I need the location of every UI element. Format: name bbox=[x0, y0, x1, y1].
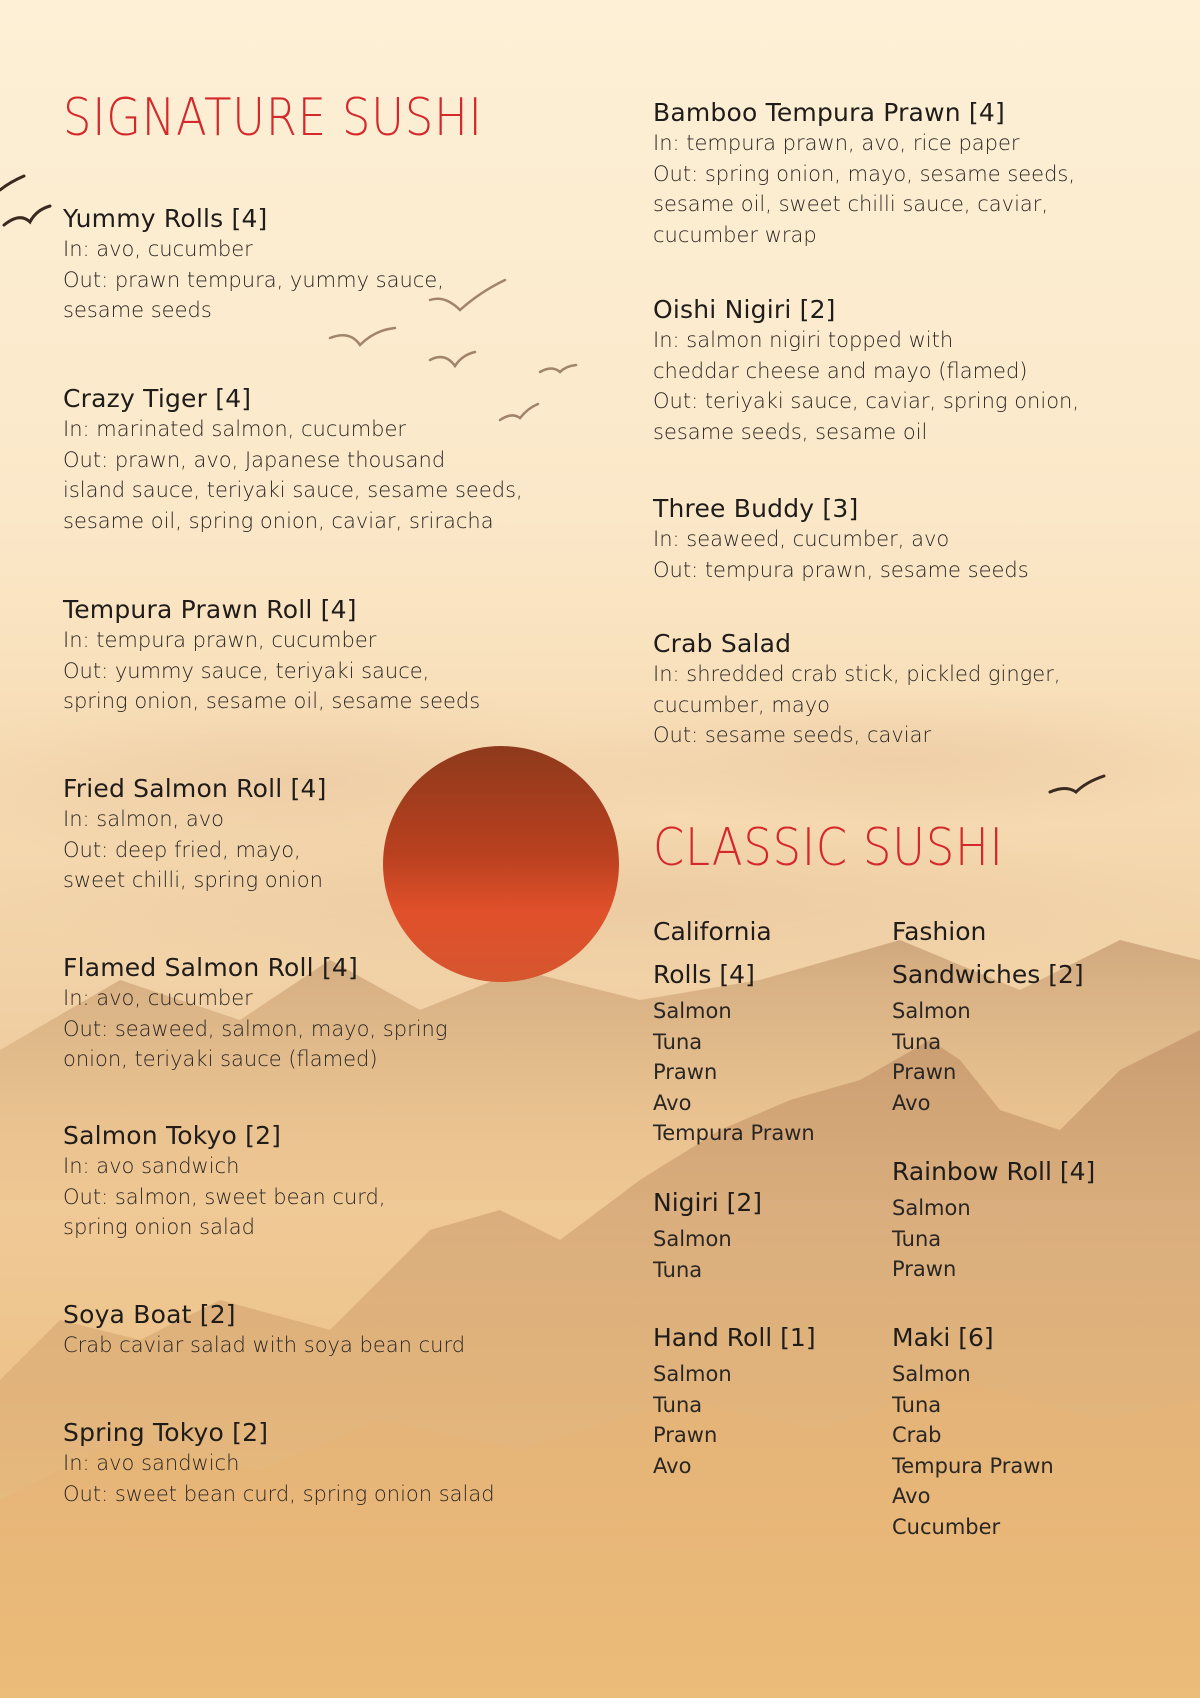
group-option: Tuna bbox=[653, 1392, 703, 1417]
item-line: In: tempura prawn, cucumber bbox=[63, 628, 377, 652]
item-name: Crab Salad bbox=[653, 629, 792, 658]
classic-group-california-rolls bbox=[653, 910, 815, 1149]
item-line: Out: prawn, avo, Japanese thousand bbox=[63, 447, 446, 472]
item-line: sesame oil, sweet chilli sauce, caviar, bbox=[653, 192, 1049, 216]
menu-item-bamboo-tempura-prawn bbox=[653, 97, 1075, 250]
group-option: Avo bbox=[653, 1453, 692, 1478]
menu-item-three-buddy bbox=[653, 493, 1029, 585]
classic-group-maki bbox=[892, 1316, 1054, 1542]
item-line: spring onion, sesame oil, sesame seeds bbox=[63, 689, 481, 713]
item-line: Out: salmon, sweet bean curd, bbox=[63, 1184, 386, 1209]
item-line: Out: seaweed, salmon, mayo, spring bbox=[63, 1016, 448, 1041]
item-name: Bamboo Tempura Prawn [4] bbox=[653, 98, 1005, 127]
group-option: Cucumber bbox=[892, 1514, 1001, 1539]
group-option: Avo bbox=[653, 1090, 692, 1115]
group-option: Tempura Prawn bbox=[653, 1121, 815, 1145]
group-name: Nigiri [2] bbox=[653, 1188, 763, 1217]
classic-group-hand-roll bbox=[653, 1316, 816, 1481]
classic-group-rainbow-roll bbox=[892, 1150, 1095, 1285]
item-line: In: avo sandwich bbox=[63, 1451, 240, 1475]
item-line: Crab caviar salad with soya bean curd bbox=[63, 1333, 466, 1357]
item-name: Tempura Prawn Roll [4] bbox=[63, 595, 357, 624]
item-line: In: tempura prawn, avo, rice paper bbox=[653, 131, 1020, 155]
item-name: Crazy Tiger [4] bbox=[63, 384, 252, 413]
item-line: cucumber, mayo bbox=[653, 692, 831, 717]
menu-item-salmon-tokyo bbox=[63, 1120, 386, 1243]
item-line: Out: tempura prawn, sesame seeds bbox=[653, 557, 1029, 582]
group-option: Tuna bbox=[892, 1226, 942, 1251]
item-line: Out: spring onion, mayo, sesame seeds, bbox=[653, 161, 1076, 186]
group-name: Maki [6] bbox=[892, 1323, 994, 1352]
item-line: In: salmon, avo bbox=[63, 807, 225, 831]
menu-item-yummy-rolls bbox=[63, 203, 444, 326]
item-name: Yummy Rolls [4] bbox=[63, 204, 268, 233]
item-name: Soya Boat [2] bbox=[63, 1300, 236, 1329]
item-name: Flamed Salmon Roll [4] bbox=[63, 953, 358, 982]
group-option: Prawn bbox=[653, 1060, 718, 1084]
group-option: Tempura Prawn bbox=[892, 1453, 1054, 1478]
signature-sushi-heading: SIGNATURE SUSHI bbox=[63, 88, 483, 148]
item-line: cucumber wrap bbox=[653, 222, 817, 247]
group-option: Prawn bbox=[892, 1060, 957, 1084]
group-option: Salmon bbox=[653, 999, 732, 1023]
item-line: In: avo sandwich bbox=[63, 1154, 240, 1178]
group-option: Tuna bbox=[653, 1257, 703, 1282]
group-option: Crab bbox=[892, 1423, 942, 1447]
item-name: Oishi Nigiri [2] bbox=[653, 295, 836, 324]
item-line: In: avo, cucumber bbox=[63, 986, 253, 1010]
item-line: sesame seeds, sesame oil bbox=[653, 419, 928, 444]
item-name: Spring Tokyo [2] bbox=[63, 1418, 269, 1447]
item-line: spring onion salad bbox=[63, 1215, 255, 1239]
menu-item-spring-tokyo bbox=[63, 1417, 495, 1509]
group-option: Salmon bbox=[892, 999, 971, 1023]
item-line: Out: teriyaki sauce, caviar, spring onion, bbox=[653, 389, 1080, 413]
item-line: In: salmon nigiri topped with bbox=[653, 328, 954, 352]
group-option: Prawn bbox=[892, 1257, 957, 1281]
group-name: Sandwiches [2] bbox=[892, 960, 1084, 989]
item-line: sweet chilli, spring onion bbox=[63, 868, 323, 892]
group-option: Salmon bbox=[892, 1362, 971, 1386]
group-name: Hand Roll [1] bbox=[653, 1323, 816, 1352]
group-name: Rolls [4] bbox=[653, 960, 755, 989]
item-line: Out: yummy sauce, teriyaki sauce, bbox=[63, 658, 430, 683]
group-option: Salmon bbox=[892, 1196, 971, 1220]
classic-group-nigiri bbox=[653, 1181, 762, 1285]
group-option: Tuna bbox=[653, 1029, 703, 1054]
item-line: In: avo, cucumber bbox=[63, 237, 253, 261]
item-line: onion, teriyaki sauce (flamed) bbox=[63, 1047, 378, 1071]
item-line: Out: deep fried, mayo, bbox=[63, 837, 301, 862]
item-name: Three Buddy [3] bbox=[653, 494, 859, 523]
menu-item-crab-salad bbox=[653, 628, 1061, 751]
group-name: California bbox=[653, 917, 772, 946]
menu-item-soya-boat bbox=[63, 1299, 465, 1361]
classic-group-fashion-sandwiches bbox=[892, 910, 1084, 1118]
sun-circle bbox=[383, 746, 619, 982]
menu-item-flamed-salmon-roll bbox=[63, 952, 447, 1075]
item-name: Salmon Tokyo [2] bbox=[63, 1121, 282, 1150]
group-name: Rainbow Roll [4] bbox=[892, 1157, 1096, 1186]
classic-sushi-heading: CLASSIC SUSHI bbox=[653, 818, 1004, 878]
item-line: In: seaweed, cucumber, avo bbox=[653, 527, 950, 551]
group-option: Tuna bbox=[892, 1029, 942, 1054]
item-line: Out: prawn tempura, yummy sauce, bbox=[63, 267, 444, 292]
item-line: cheddar cheese and mayo (flamed) bbox=[653, 358, 1028, 383]
menu-item-fried-salmon-roll bbox=[63, 773, 327, 896]
group-option: Avo bbox=[892, 1090, 931, 1115]
group-option: Salmon bbox=[653, 1227, 732, 1251]
item-line: In: marinated salmon, cucumber bbox=[63, 417, 407, 441]
menu-item-crazy-tiger bbox=[63, 383, 523, 536]
group-option: Salmon bbox=[653, 1362, 732, 1386]
item-line: island sauce, teriyaki sauce, sesame seeds, bbox=[63, 478, 523, 502]
menu-item-oishi-nigiri bbox=[653, 294, 1079, 447]
group-option: Prawn bbox=[653, 1423, 718, 1447]
group-name: Fashion bbox=[892, 917, 987, 946]
group-option: Avo bbox=[892, 1484, 931, 1508]
item-line: In: shredded crab stick, pickled ginger, bbox=[653, 662, 1061, 686]
item-line: Out: sesame seeds, caviar bbox=[653, 723, 932, 747]
item-line: Out: sweet bean curd, spring onion salad bbox=[63, 1481, 495, 1506]
menu-item-tempura-prawn-roll bbox=[63, 594, 480, 717]
group-option: Tuna bbox=[892, 1392, 942, 1417]
item-line: sesame seeds bbox=[63, 298, 212, 322]
item-name: Fried Salmon Roll [4] bbox=[63, 774, 327, 803]
item-line: sesame oil, spring onion, caviar, sriracha bbox=[63, 508, 494, 533]
